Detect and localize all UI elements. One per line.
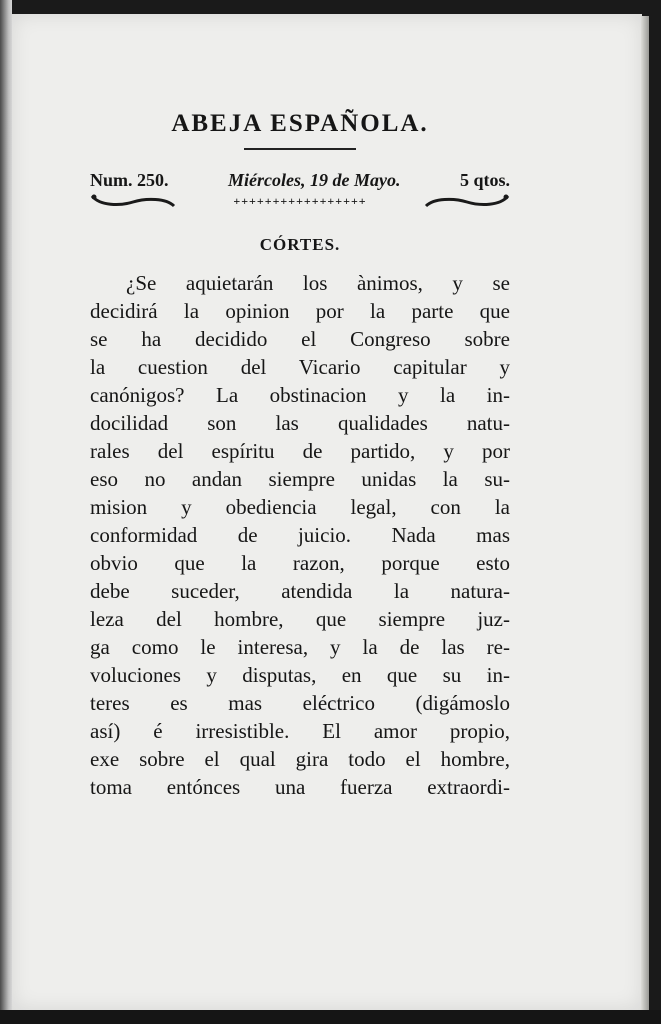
text-line: la cuestion del Vicario capitular y — [90, 355, 510, 379]
text-line: conformidad de juicio. Nada mas — [90, 523, 510, 547]
text-line: canónigos? La obstinacion y la in- — [90, 383, 510, 407]
text-line: rales del espíritu de partido, y por — [90, 439, 510, 463]
text-line: obvio que la razon, porque esto — [90, 551, 510, 575]
text-line: eso no andan siempre unidas la su- — [90, 467, 510, 491]
text-line: así) é irresistible. El amor propio, — [90, 719, 510, 743]
text-line: ga como le interesa, y la de las re- — [90, 635, 510, 659]
article-body — [90, 269, 510, 801]
page-edge — [641, 16, 649, 1010]
page-content — [90, 110, 510, 801]
ornamental-rule: +++++++++++++++++ — [233, 194, 367, 208]
book-binding-edge — [0, 0, 12, 1024]
text-line: voluciones y disputas, en que su in- — [90, 663, 510, 687]
text-line: toma entónces una fuerza extraordi- — [90, 775, 510, 799]
scan-border — [0, 1010, 661, 1024]
text-line: docilidad son las qualidades natu- — [90, 411, 510, 435]
text-line: mision y obediencia legal, con la — [90, 495, 510, 519]
issue-date: Miércoles, 19 de Mayo. — [228, 170, 401, 190]
text-line: debe suceder, atendida la natura- — [90, 579, 510, 603]
text-line: teres es mas eléctrico (digámoslo — [90, 691, 510, 715]
text-line: exe sobre el qual gira todo el hombre, — [90, 747, 510, 771]
issue-dateline — [90, 170, 510, 191]
dateline-flourishes — [90, 193, 510, 209]
issue-number: Num. 250. — [90, 170, 169, 190]
right-flourish-icon — [424, 194, 510, 208]
section-title: CÓRTES. — [259, 235, 341, 254]
text-line: decidirá la opinion por la parte que — [90, 299, 510, 323]
text-line: leza del hombre, que siempre juz- — [90, 607, 510, 631]
text-line: se ha decidido el Congreso sobre — [90, 327, 510, 351]
issue-price: 5 qtos. — [459, 170, 510, 190]
newspaper-masthead: ABEJA ESPAÑOLA. — [171, 110, 429, 137]
masthead-rule — [244, 148, 356, 150]
left-flourish-icon — [90, 194, 176, 208]
text-line: ¿Se aquietarán los ànimos, y se — [126, 271, 510, 295]
